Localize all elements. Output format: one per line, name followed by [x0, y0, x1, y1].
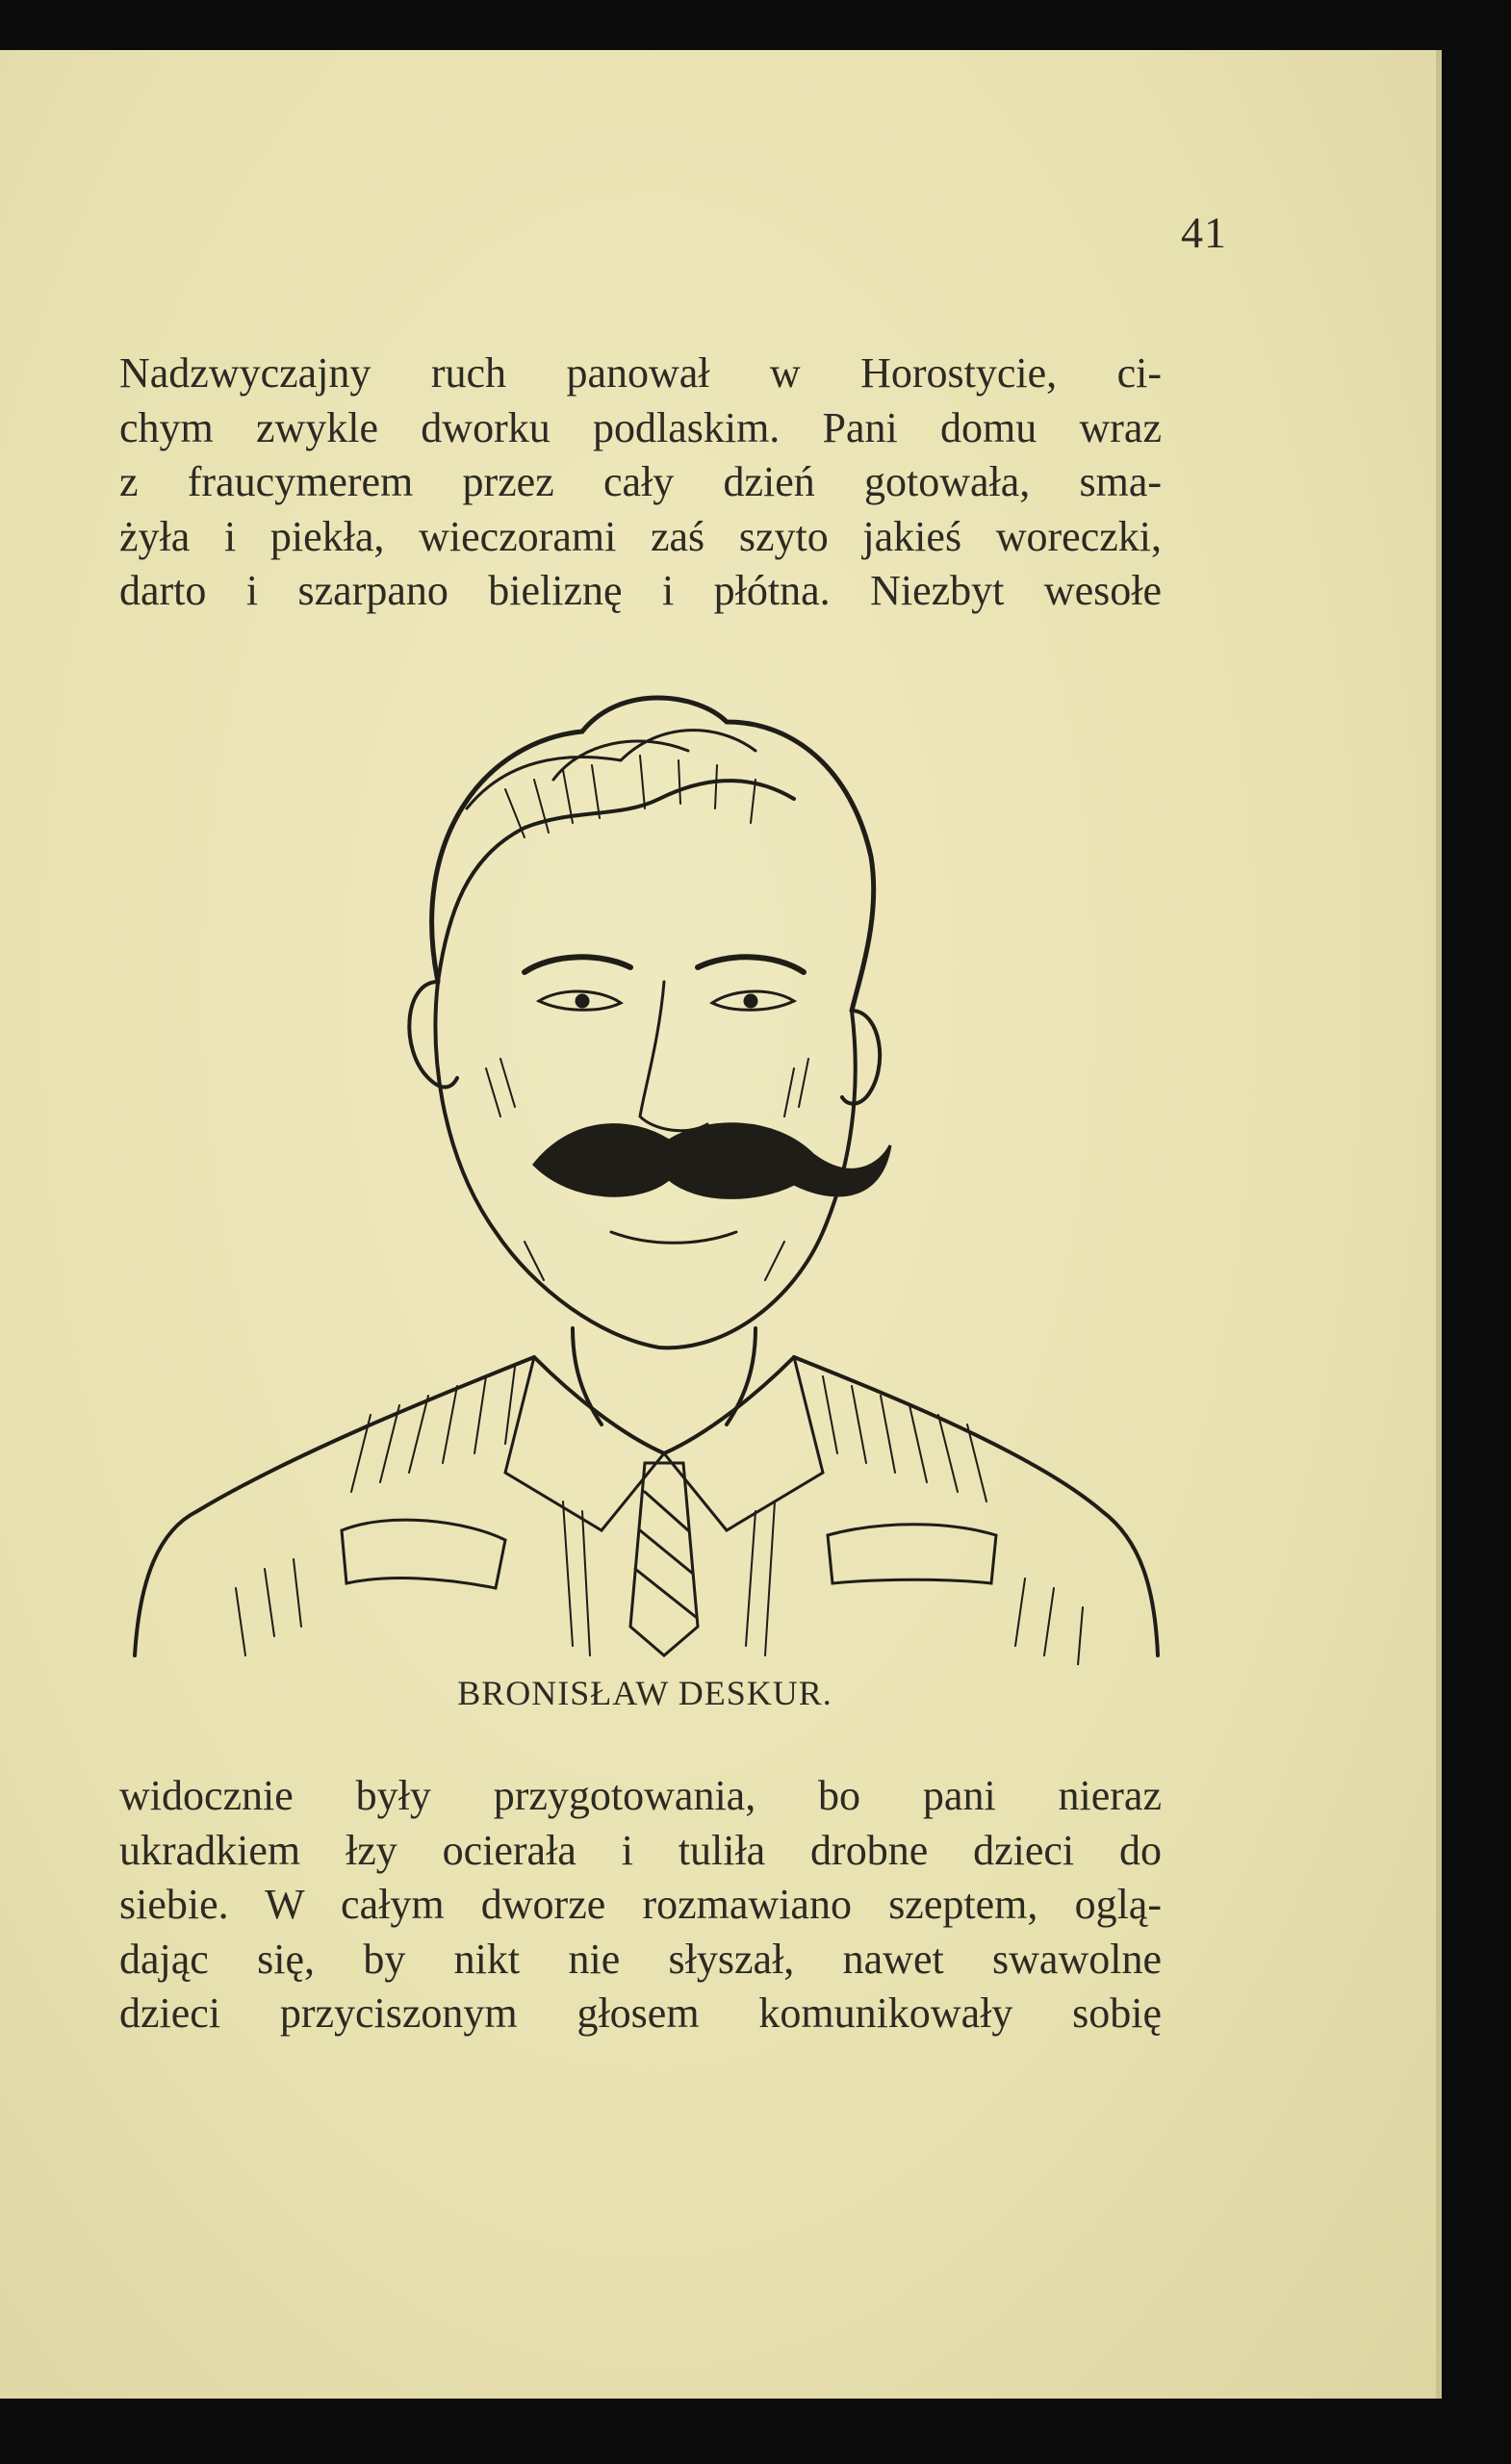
page-edge [1436, 50, 1442, 2399]
text-line: żyła i piekła, wieczorami zaś szyto jakieś woreczki, [119, 512, 1162, 560]
page-number: 41 [1181, 208, 1227, 257]
portrait-illustration [120, 664, 1160, 1665]
text-line: ukradkiem łzy ocierała i tuliła drobne dzieci do [119, 1826, 1162, 1874]
text-line: chym zwykle dworku podlaskim. Pani domu wraz [119, 403, 1162, 451]
portrait-caption: BRONISŁAW DESKUR. [457, 1674, 832, 1712]
text-line: z fraucymerem przez cały dzień gotowała, sma- [119, 458, 1162, 505]
text-line: widocznie były przygotowania, bo pani nieraz [119, 1772, 1162, 1819]
text-line: darto i szarpano bieliznę i płótna. Niezbyt wesołe [119, 567, 1162, 614]
text-line: dzieci przyciszonym głosem komunikowały sobię [119, 1989, 1162, 2037]
text-line: Nadzwyczajny ruch panował w Horostycie, ci- [119, 349, 1162, 397]
text-line: dając się, by nikt nie słyszał, nawet swawolne [119, 1935, 1162, 1983]
bottom-paragraph [119, 1769, 1162, 2041]
top-paragraph [119, 346, 1162, 619]
text-line: siebie. W całym dworze rozmawiano szeptem, oglą- [119, 1881, 1162, 1928]
